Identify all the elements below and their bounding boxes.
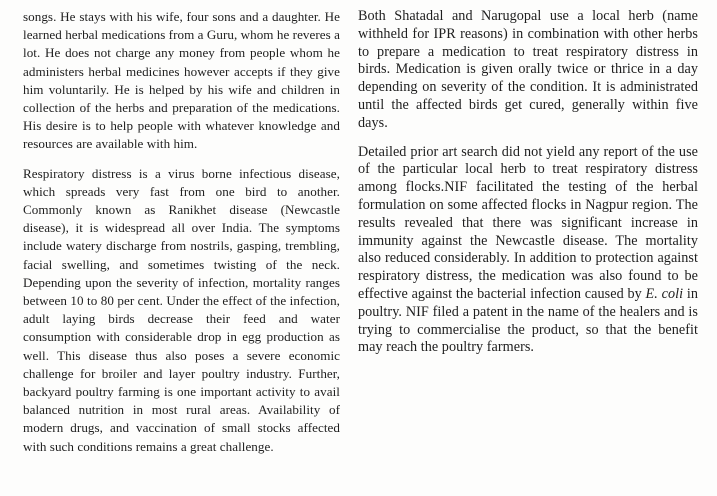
text-column-left xyxy=(23,8,340,496)
paragraph-herbal-medication-use: Both Shatadal and Narugopal use a local herb (name withheld for IPR reasons) in combination with other herbs to prepare a medication to treat respiratory distress in birds. Medication is given orally twice or thrice in a day depending on severity of the condition. It is administrated until the affected birds get cured, generally within five days. xyxy=(358,8,698,131)
text-column-right xyxy=(358,8,698,496)
paragraph-text-segment: Detailed prior art search did not yield any report of the use of the particular local herb to treat respiratory distress among flocks.NIF facilitated the testing of the herbal formulation on some affected flocks in Nagpur region. The results revealed that there was significant increase in immunity against the Newcastle disease. The mortality also reduced considerably. In addition to protection against respiratory distress, the medication was also found to be effective against the bacterial infection caused by xyxy=(358,143,698,302)
paragraph-text-segment: in poultry. NIF filed a patent in the name of the healers and is trying to commercialise the product, so that the benefit may reach the poultry farmers. xyxy=(358,285,698,356)
species-name-italic: E. coli xyxy=(645,285,684,302)
paragraph-prior-art-and-results xyxy=(358,144,698,358)
paragraph-respiratory-distress-overview: Respiratory distress is a virus borne infectious disease, which spreads very fast from one bird to another. Commonly known as Ranikhet disease (Newcastle disease), it is widespread all over India. The symptoms include watery discharge from nostrils, gasping, trembling, facial swelling, and sometimes twisting of the neck. Depending upon the severity of infection, mortality ranges between 10 to 80 per cent. Under the effect of the infection, adult laying birds decrease their feed and water consumption with considerable drop in egg production as well. This disease thus also poses a severe economic challenge for broiler and layer poultry industry. Further, backyard poultry farming is one important activity to avail balanced nutrition in most rural areas. Availability of modern drugs, and vaccination of small stocks affected with such conditions remains a great challenge. xyxy=(23,165,340,454)
paragraph-healer-background: songs. He stays with his wife, four sons and a daughter. He learned herbal medications from a Guru, whom he reveres a lot. He does not charge any money from people whom he administers herbal medicines however accepts if they give him voluntarily. He is helped by his wife and children in collection of the herbs and preparation of the medications. His desire is to help people with whatever knowledge and resources are available with him. xyxy=(23,9,340,152)
